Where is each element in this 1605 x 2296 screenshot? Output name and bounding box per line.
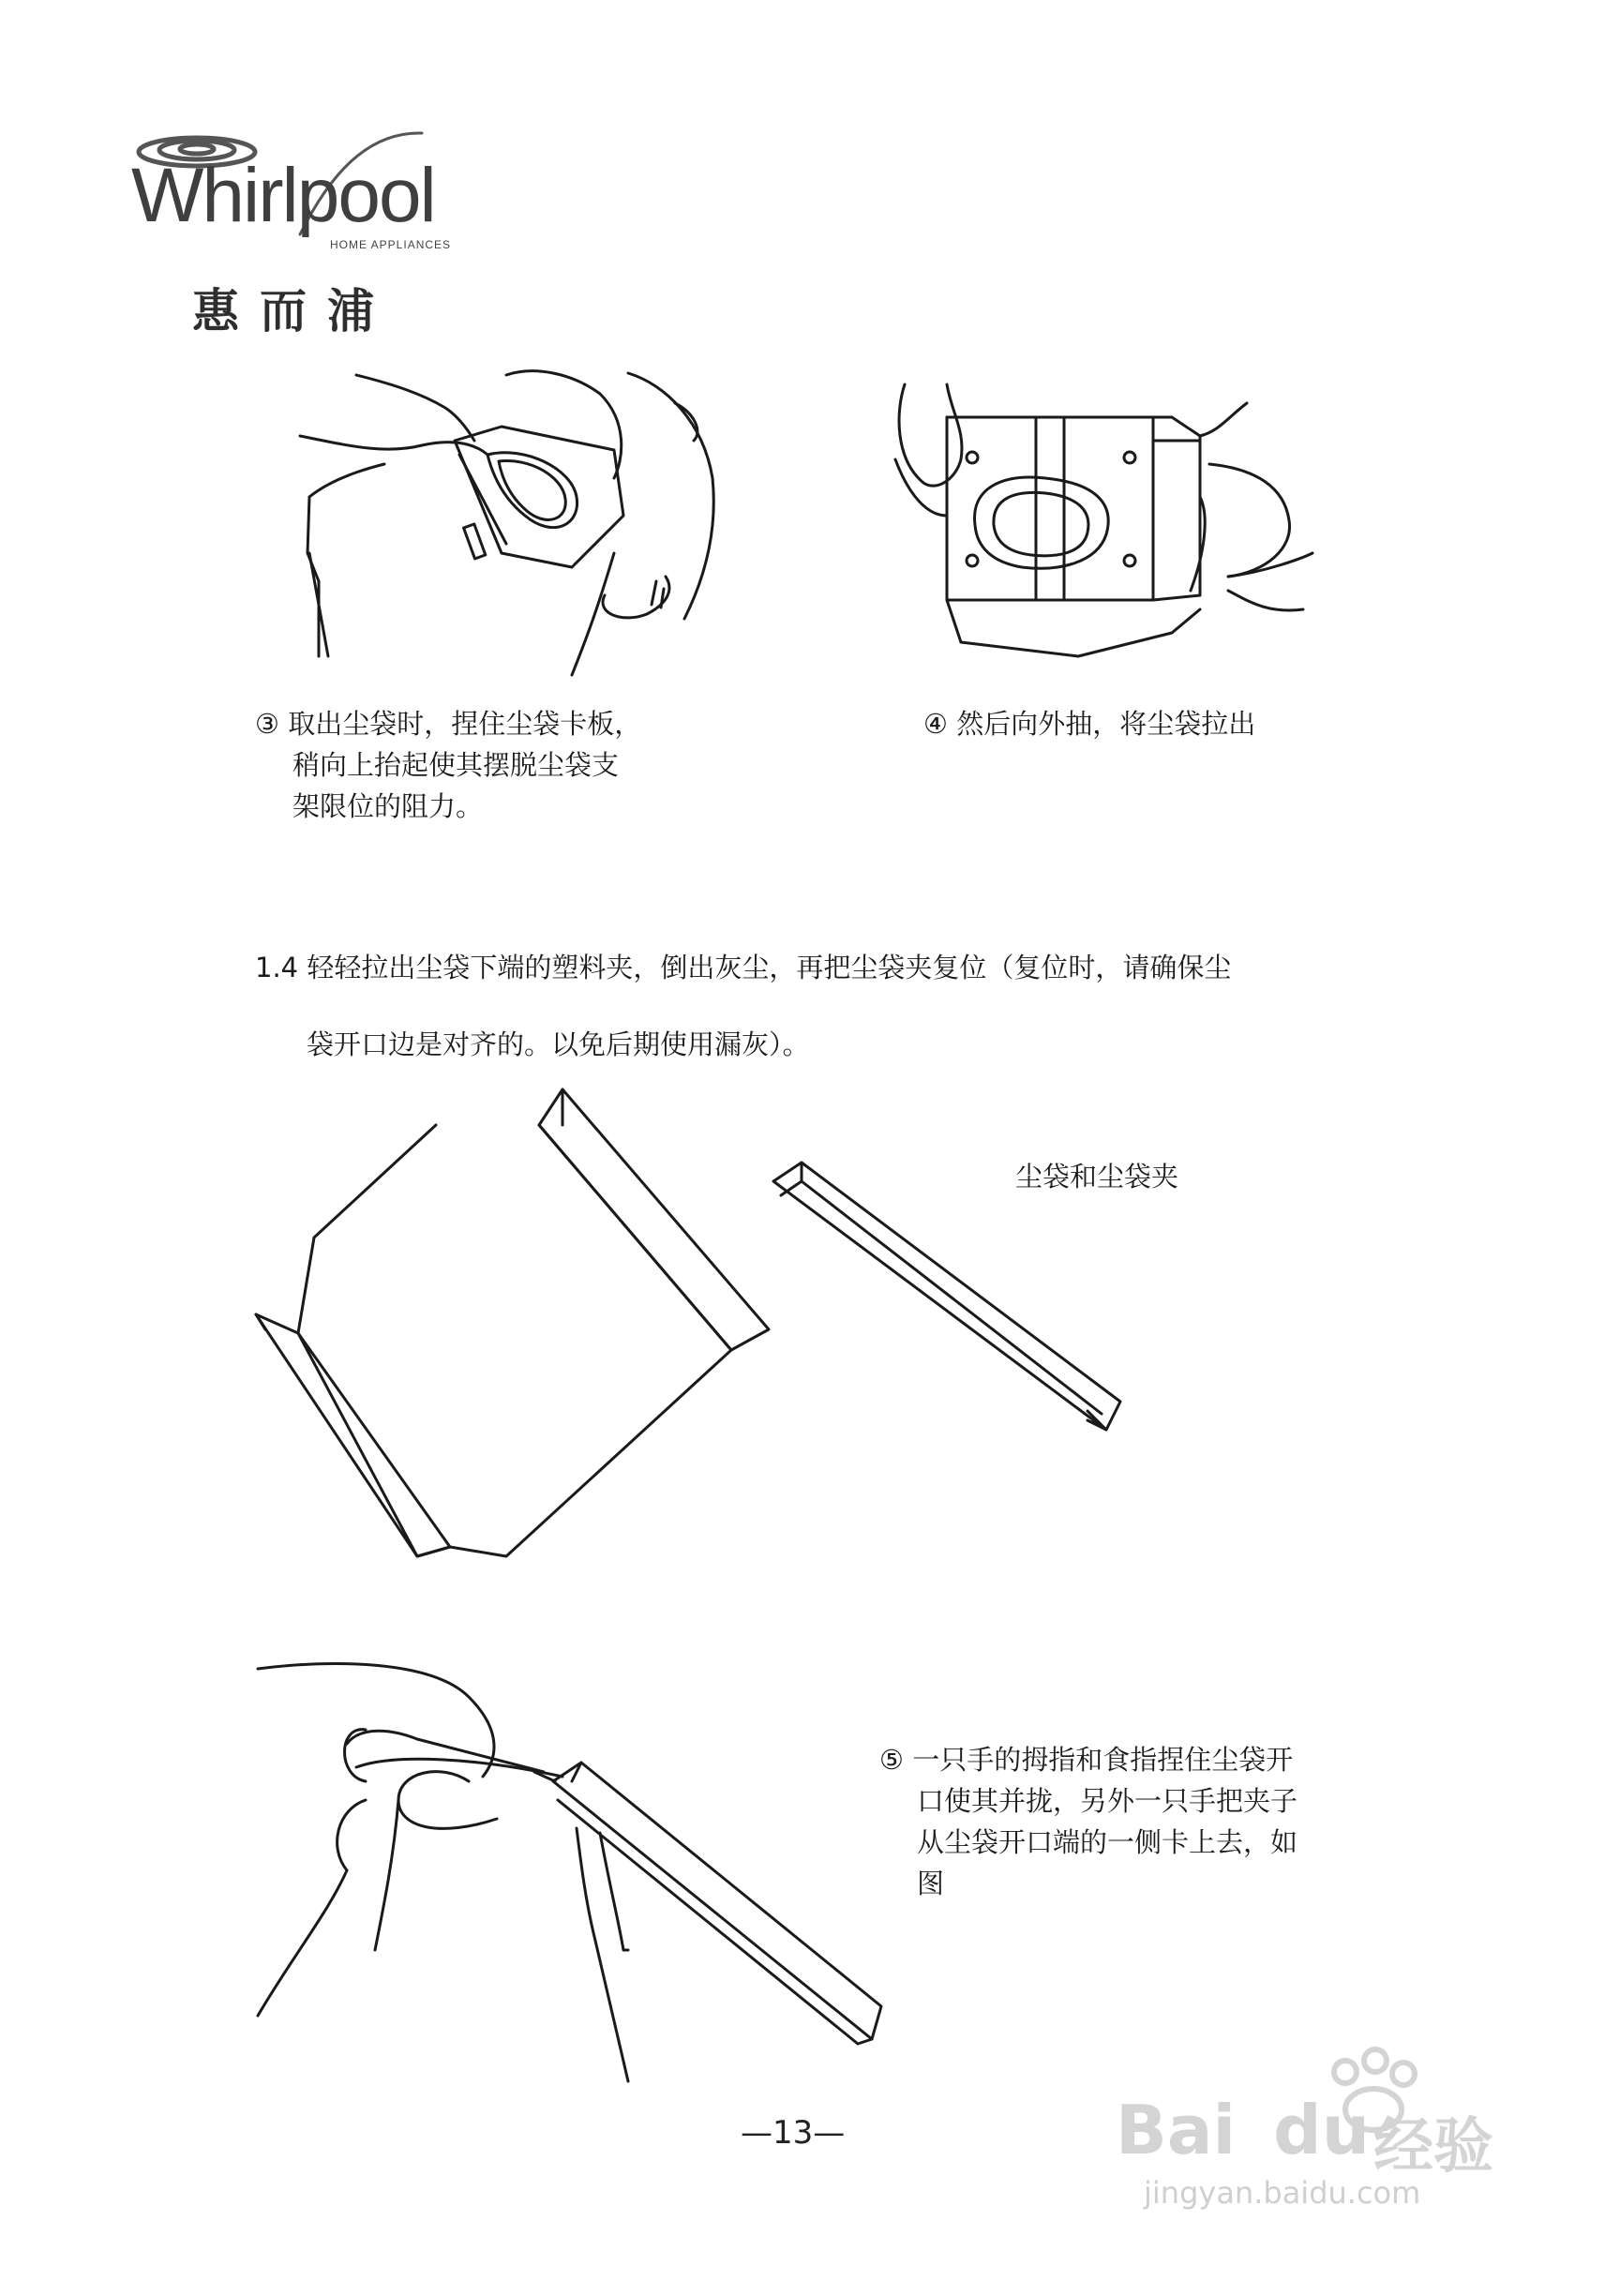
brand-logo <box>131 131 469 253</box>
watermark-cn: 经验 <box>1373 2112 1493 2182</box>
logo-subtext: HOME APPLIANCES <box>330 238 452 251</box>
step-5-line-2: 口使其并拢，另外一只手把夹子 <box>917 1785 1298 1817</box>
step-3-line-3: 架限位的阻力。 <box>292 790 484 822</box>
section-1-4-line-1: 1.4 轻轻拉出尘袋下端的塑料夹，倒出灰尘，再把尘袋夹复位（复位时，请确保尘 <box>255 952 1232 983</box>
watermark-brand-bai: Bai <box>1116 2091 1237 2169</box>
step-3-line-1: ③ 取出尘袋时，捏住尘袋卡板， <box>255 708 642 740</box>
figure-label-dust-bag-and-clip: 尘袋和尘袋夹 <box>1015 1161 1179 1193</box>
step-4-line-1: ④ 然后向外抽，将尘袋拉出 <box>923 708 1256 740</box>
section-1-4-line-2: 袋开口边是对齐的。以免后期使用漏灰）。 <box>307 1028 810 1060</box>
illustration-attach-clip <box>253 1641 909 2166</box>
illustration-dust-bag-and-clip <box>239 1078 1120 1566</box>
brand-chinese-name: 惠而浦 <box>192 284 395 338</box>
section-1-4-text <box>255 947 1231 1065</box>
logo-wordmark: Whirlpool <box>131 153 435 238</box>
step-5-line-3: 从尘袋开口端的一侧卡上去，如 <box>917 1826 1298 1858</box>
watermark-brand-du: du <box>1273 2091 1370 2169</box>
step-5-caption <box>879 1739 1298 1904</box>
step-5-line-1: ⑤ 一只手的拇指和食指捏住尘袋开 <box>879 1744 1294 1776</box>
step-3-caption <box>255 703 641 827</box>
illustration-pull-dust-bag <box>891 375 1322 684</box>
watermark-brand <box>1116 2091 1370 2169</box>
watermark-url: jingyan.baidu.com <box>1144 2175 1421 2211</box>
step-3-line-2: 稍向上抬起使其摆脱尘袋支 <box>292 749 620 781</box>
page-number: —13— <box>741 2114 846 2152</box>
baidu-watermark <box>1116 2044 1519 2213</box>
illustration-remove-dust-bag <box>291 366 759 675</box>
step-4-caption <box>923 703 1255 744</box>
step-5-line-4: 图 <box>917 1868 945 1899</box>
